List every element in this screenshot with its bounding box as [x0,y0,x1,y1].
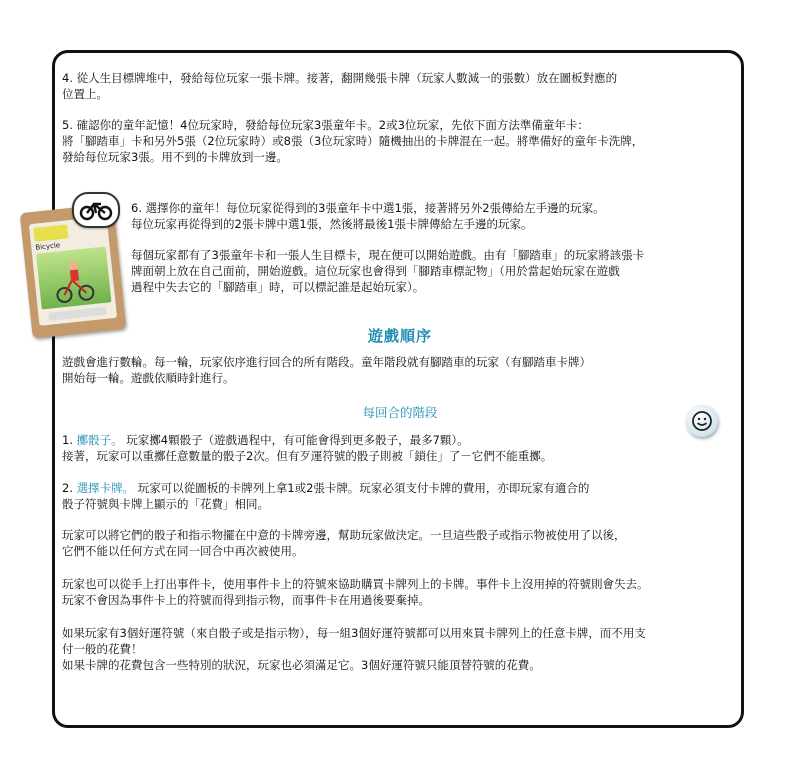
phase1-text: 玩家擲4顆骰子（遊戲過程中，有可能會得到更多骰子，最多7顆）。 [126,433,469,447]
start-line1: 每個玩家都有了3張童年卡和一張人生目標卡，現在便可以開始遊戲。由有「腳踏車」的玩家將該張卡 [131,248,645,262]
luck-line1: 如果玩家有3個好運符號（來自骰子或是指示物），每一組3個好運符號都可以用來買卡牌列上的任意卡牌，而不用支 [62,626,646,640]
phase2-heading: 選擇卡牌。 [76,481,135,495]
step5-line2: 將「腳踏車」卡和另外5張（2位玩家時）或8張（3位玩家時）隨機抽出的卡牌混在一起。將準備好的童年卡洗牌， [62,134,644,148]
step6-line2: 每位玩家再從得到的2張卡牌中選1張，然後將最後1張卡牌傳給左手邊的玩家。 [131,217,533,231]
event-line1: 玩家也可以從手上打出事件卡，使用事件卡上的符號來協助購買卡牌列上的卡牌。事件卡上沒用掉的符號則會失去。 [62,577,649,591]
luck-line3: 如果卡牌的花費包含一些特別的狀況，玩家也必須滿足它。3個好運符號只能頂替符號的花費。 [62,658,541,672]
step5-line3: 發給每位玩家3張。用不到的卡牌放到一邊。 [62,150,288,164]
section-title: 遊戲順序 [367,327,432,345]
step4-line1: 4. 從人生目標牌堆中，發給每位玩家一張卡牌。接著，翻開幾張卡牌（玩家人數減一的張數）放在圖板對應的 [62,71,618,85]
phase-subtitle: 每回合的階段 [362,405,438,420]
card-face [29,216,117,326]
card-footer [48,307,107,321]
start-line3: 過程中失去它的「腳踏車」時，可以標記誰是起始玩家）。 [131,280,425,294]
card-label: Bicycle [34,241,61,252]
placement-line1: 玩家可以將它們的骰子和指示物擺在中意的卡牌旁邊，幫助玩家做決定。一旦這些骰子或指示物被使用了以後， [62,528,626,542]
phase2-text: 玩家可以從圖板的卡牌列上拿1或2張卡牌。玩家必須支付卡牌的費用，亦即玩家有適合的 [137,481,590,495]
card-scene [36,246,111,309]
event-line2: 玩家不會因為事件卡上的符號而得到指示物，而事件卡在用過後要棄掉。 [62,593,430,607]
phase2-line2: 骰子符號與卡牌上顯示的「花費」相同。 [62,497,269,511]
order-line2: 開始每一輪。遊戲依順時針進行。 [62,371,235,385]
order-line1: 遊戲會進行數輪。每一輪，玩家依序進行回合的所有階段。童年階段就有腳踏車的玩家（有腳踏車卡牌） [62,355,591,369]
step5-line1: 5. 確認你的童年記憶！4位玩家時，發給每位玩家3張童年卡。2或3位玩家，先依下面方法準備童年卡： [62,118,589,132]
phase1-heading: 擲骰子。 [76,433,123,447]
phase1-number: 1. [62,433,77,447]
luck-line2: 付一般的花費！ [62,642,143,656]
step6-line1: 6. 選擇你的童年！每位玩家從得到的3張童年卡中選1張，接著將另外2張傳給左手邊的玩家。 [131,201,605,215]
phase1-line1 [62,432,469,448]
placement-line2: 它們不能以任何方式在同一回合中再次被使用。 [62,544,304,558]
card-badge [33,224,68,241]
step4-line2: 位置上。 [62,87,108,101]
phase2-line1 [62,480,589,496]
bicycle-icon [72,192,120,228]
smiley-die-icon [686,405,718,437]
phase1-line2: 接著，玩家可以重擲任意數量的骰子2次。但有歹運符號的骰子則被「鎖住」了－它們不能重擲。 [62,449,553,463]
start-line2: 牌面朝上放在自己面前，開始遊戲。這位玩家也會得到「腳踏車標記物」（用於當起始玩家在遊戲 [131,264,620,278]
phase2-number: 2. [62,481,77,495]
card-scene-art [36,246,111,309]
